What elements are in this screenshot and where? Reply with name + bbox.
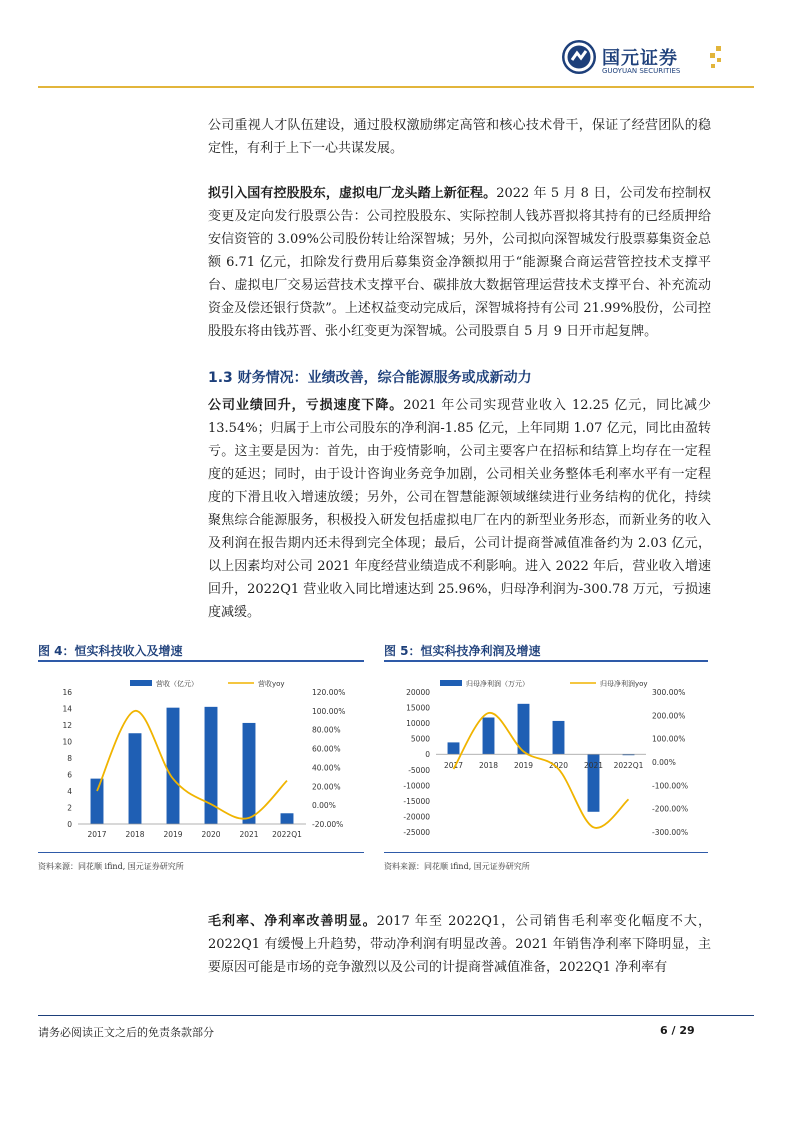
y-right-tick-label: 100.00%: [312, 706, 346, 716]
revenue-chart-svg: [38, 664, 364, 850]
brand-logo: [562, 40, 722, 82]
y-left-tick-label: 0: [425, 750, 430, 760]
brand-emblem-icon: [562, 40, 596, 74]
y-left-tick-label: 10000: [406, 719, 430, 729]
x-tick-label: 2022Q1: [272, 830, 302, 839]
y-right-tick-label: -20.00%: [312, 820, 344, 829]
bar: [483, 718, 495, 755]
brand-name-en: GUOYUAN SECURITIES: [602, 67, 681, 75]
y-left-tick-label: -15000: [403, 796, 430, 806]
y-left-tick-label: 14: [62, 704, 72, 714]
brand-dots-icon: [708, 46, 724, 72]
y-right-tick-label: 100.00%: [652, 734, 686, 744]
legend-bar-label: 归母净利润（万元）: [466, 680, 529, 688]
x-tick-label: 2019: [513, 761, 534, 770]
y-left-tick-label: -20000: [403, 812, 430, 822]
paragraph-body: 2017 年至 2022Q1，公司销售毛利率变化幅度不大，2022Q1 有缓慢上升趋势，带动净利润有明显改善。2021 年销售净利率下降明显，主要原因可能是市场的竞争激烈以及公司的计提商誉减值准备，2022Q1 净利率有: [208, 914, 711, 975]
y-left-tick-label: 0: [67, 820, 72, 829]
yoy-line: [97, 711, 287, 819]
y-left-tick-label: 2: [67, 803, 72, 813]
x-tick-label: 2017: [443, 761, 464, 770]
paragraph-state-shareholder: [208, 182, 711, 343]
y-right-tick-label: 0.00%: [652, 758, 676, 767]
paragraph-lead: 拟引入国有控股股东，虚拟电厂龙头踏上新征程。: [208, 186, 497, 201]
footer-divider: [38, 1015, 754, 1016]
y-right-tick-label: 80.00%: [312, 725, 341, 735]
y-left-tick-label: 20000: [406, 688, 430, 697]
y-left-tick-label: 5000: [410, 734, 430, 744]
figure-4-top-rule: [38, 660, 364, 662]
paragraph-talent: 公司重视人才队伍建设，通过股权激励绑定高管和核心技术骨干，保证了经营团队的稳定性，有利于上下一心共谋发展。: [208, 118, 711, 156]
y-right-tick-label: 40.00%: [312, 763, 341, 773]
legend-bar-swatch: [130, 680, 152, 686]
legend-bar-label: 营收（亿元）: [156, 680, 198, 688]
bar: [91, 779, 104, 824]
bar: [243, 723, 256, 824]
x-tick-label: 2021: [239, 830, 259, 839]
profit-chart-svg: [384, 664, 708, 850]
paragraph-performance: [208, 394, 711, 624]
y-left-tick-label: 6: [67, 770, 72, 780]
y-right-tick-label: -100.00%: [652, 781, 689, 791]
y-left-tick-label: -25000: [403, 828, 430, 837]
y-left-tick-label: 8: [67, 754, 72, 763]
legend-line-label: 归母净利润yoy: [600, 680, 648, 688]
y-right-tick-label: 60.00%: [312, 744, 341, 754]
x-tick-label: 2020: [201, 830, 221, 839]
y-left-tick-label: -10000: [403, 781, 430, 791]
figure-4-chart: [38, 664, 364, 850]
x-tick-label: 2018: [478, 761, 499, 770]
bar: [129, 733, 142, 824]
x-tick-label: 2019: [163, 830, 183, 839]
y-right-tick-label: 0.00%: [312, 801, 336, 811]
y-left-tick-label: 15000: [406, 703, 430, 713]
y-right-tick-label: -300.00%: [652, 828, 689, 837]
y-right-tick-label: 200.00%: [652, 711, 686, 721]
y-right-tick-label: 300.00%: [652, 688, 686, 697]
legend-bar-swatch: [440, 680, 462, 686]
paragraph-body: 2021 年公司实现营业收入 12.25 亿元，同比减少 13.54%；归属于上市公司股东的净利润-1.85 亿元，上年同期 1.07 亿元，同比由盈转亏。这主要是因为：首先，由于疫情影响，公司主要客户在招标和结算上均存在一定程度的延迟；同时，由于设计咨询业务竞争加剧，公司相关业务整体毛利率水平有一定程度的下滑且收入增速放缓；另外，公司在智慧能源领域继续进行业务结构的优化，持续聚焦综合能源服务，积极投入研发包括虚拟电厂在内的新型业务形态，而新业务的收入及利润在报告期内还未得到完全体现；最后，公司计提商誉减值准备约为 2.03 亿元，以上因素均对公司 2021 年度经营业绩造成不利影响。进入 2022 年后，营业收入增速回升，2022Q1 营业收入同比增速达到 25.96%，归母净利润为-300.78 万元，亏损速度减缓。: [208, 398, 711, 620]
yoy-line: [454, 713, 629, 828]
bar: [448, 742, 460, 754]
x-tick-label: 2021: [583, 761, 604, 770]
figure-5-source: 资料来源：同花顺 ifind, 国元证券研究所: [384, 862, 530, 871]
x-tick-label: 2022Q1: [613, 761, 644, 770]
bar: [167, 708, 180, 824]
bar: [553, 721, 565, 754]
header-divider: [38, 86, 754, 88]
y-left-tick-label: 10: [62, 737, 72, 747]
y-right-tick-label: -200.00%: [652, 804, 689, 814]
paragraph-margin: [208, 910, 711, 979]
paragraph-body: 2022 年 5 月 8 日，公司发布控制权变更及定向发行股票公告：公司控股股东、实际控制人钱苏晋拟将其持有的已经质押给安信资管的 3.09%公司股份转让给深智城；另外，公司拟向深智城发行股票募集资金总额 6.71 亿元，扣除发行费用后募集资金净额拟用于“能源聚合商运营管控技术支撑平台、虚拟电厂交易运营技术支撑平台、碳排放大数据管理运营技术支撑平台、补充流动资金及偿还银行贷款”。上述权益变动完成后，深智城将持有公司 21.99%股份，公司控股股东将由钱苏晋、张小红变更为深智城。公司股票自 5 月 9 日开市起复牌。: [208, 186, 711, 339]
y-left-tick-label: 12: [62, 721, 72, 730]
y-left-tick-label: 4: [67, 787, 72, 796]
y-left-tick-label: 16: [62, 688, 72, 697]
y-right-tick-label: 120.00%: [312, 688, 346, 697]
y-right-tick-label: 20.00%: [312, 782, 341, 792]
page-number: 6 / 29: [660, 1024, 695, 1037]
figure-4-source: 资料来源：同花顺 ifind, 国元证券研究所: [38, 862, 184, 871]
figure-5-bottom-rule: [384, 852, 708, 853]
x-tick-label: 2020: [548, 761, 569, 770]
footer-disclaimer: 请务必阅读正文之后的免责条款部分: [38, 1026, 214, 1039]
figure-5-chart: [384, 664, 708, 850]
x-tick-label: 2017: [87, 830, 107, 839]
y-left-tick-label: -5000: [408, 765, 430, 775]
paragraph-lead: 毛利率、净利率改善明显。: [208, 914, 377, 929]
bar: [281, 813, 294, 824]
paragraph-lead: 公司业绩回升，亏损速度下降。: [208, 398, 404, 413]
brand-name-cn: 国元证券: [602, 48, 678, 69]
figure-4-bottom-rule: [38, 852, 364, 853]
figure-5-title: 图 5：恒实科技净利润及增速: [384, 644, 541, 658]
legend-line-label: 营收yoy: [258, 680, 285, 688]
x-tick-label: 2018: [125, 830, 145, 839]
figure-4-title: 图 4：恒实科技收入及增速: [38, 644, 183, 658]
figure-5-top-rule: [384, 660, 708, 662]
section-title: 1.3 财务情况：业绩改善，综合能源服务或成新动力: [208, 370, 532, 386]
